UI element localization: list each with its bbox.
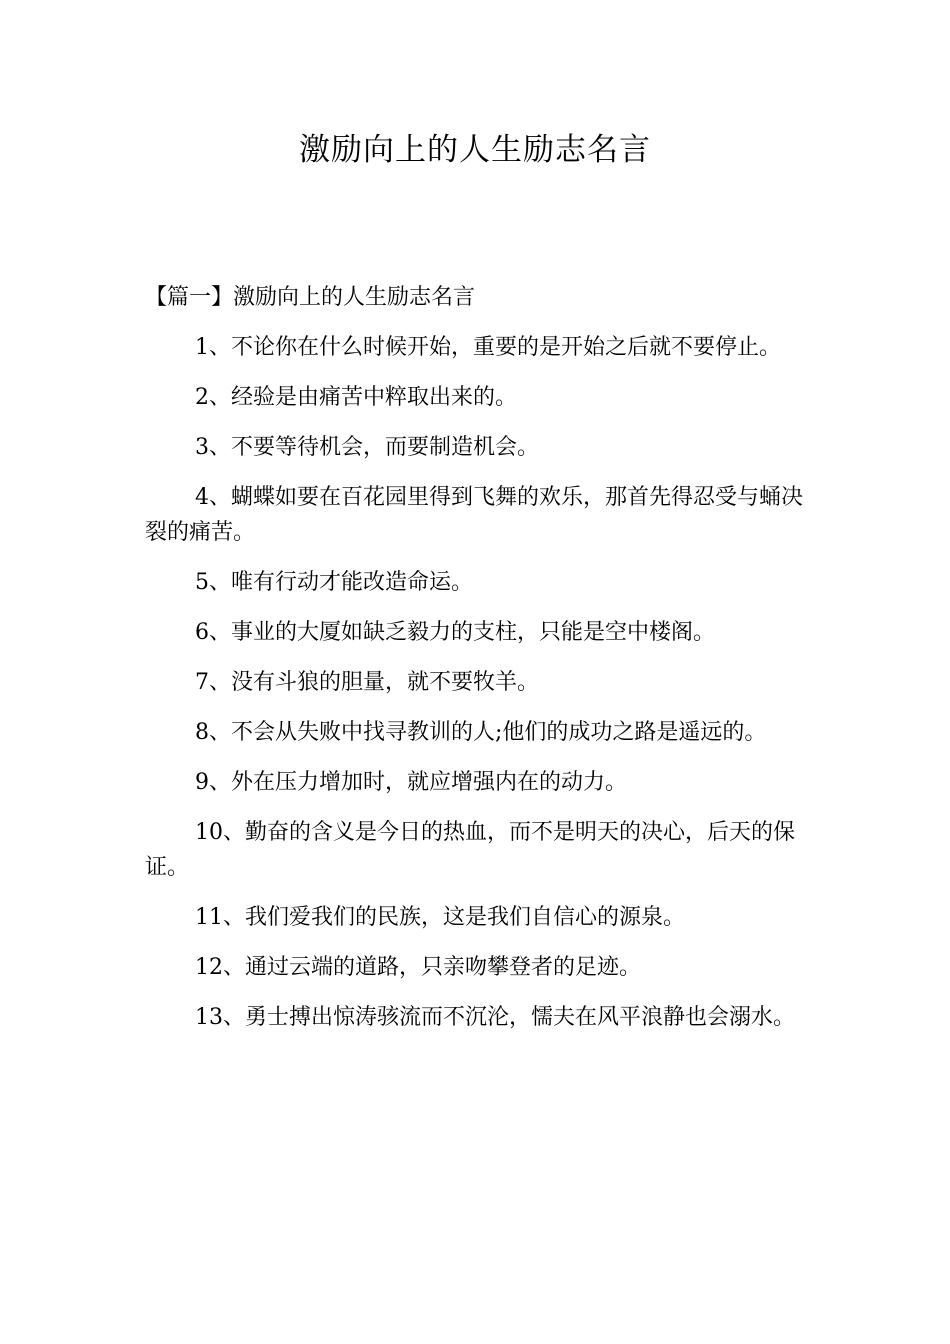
quote-item-13: 13、勇士搏出惊涛骇流而不沉沦，懦夫在风平浪静也会溺水。	[195, 1005, 795, 1030]
quote-item-7: 7、没有斗狼的胆量，就不要牧羊。	[195, 670, 539, 695]
quote-item-10: 10、勤奋的含义是今日的热血，而不是明天的决心，后天的保证。	[145, 820, 795, 880]
document-body	[145, 280, 810, 1050]
page-title: 激励向上的人生励志名言	[299, 132, 651, 168]
quote-item-1: 1、不论你在什么时候开始，重要的是开始之后就不要停止。	[195, 335, 781, 360]
section-heading: 【篇一】激励向上的人生励志名言	[145, 285, 476, 310]
quote-item-8: 8、不会从失败中找寻教训的人;他们的成功之路是遥远的。	[195, 720, 767, 745]
quote-item-9: 9、外在压力增加时，就应增强内在的动力。	[195, 770, 627, 795]
quote-item-2: 2、经验是由痛苦中粹取出来的。	[195, 385, 517, 410]
quote-item-12: 12、通过云端的道路，只亲吻攀登者的足迹。	[195, 955, 641, 980]
quote-item-5: 5、唯有行动才能改造命运。	[195, 570, 473, 595]
quote-item-4: 4、蝴蝶如要在百花园里得到飞舞的欢乐，那首先得忍受与蛹决裂的痛苦。	[145, 485, 803, 545]
quote-item-11: 11、我们爱我们的民族，这是我们自信心的源泉。	[195, 905, 685, 930]
quote-item-3: 3、不要等待机会，而要制造机会。	[195, 435, 539, 460]
quote-item-6: 6、事业的大厦如缺乏毅力的支柱，只能是空中楼阁。	[195, 620, 715, 645]
